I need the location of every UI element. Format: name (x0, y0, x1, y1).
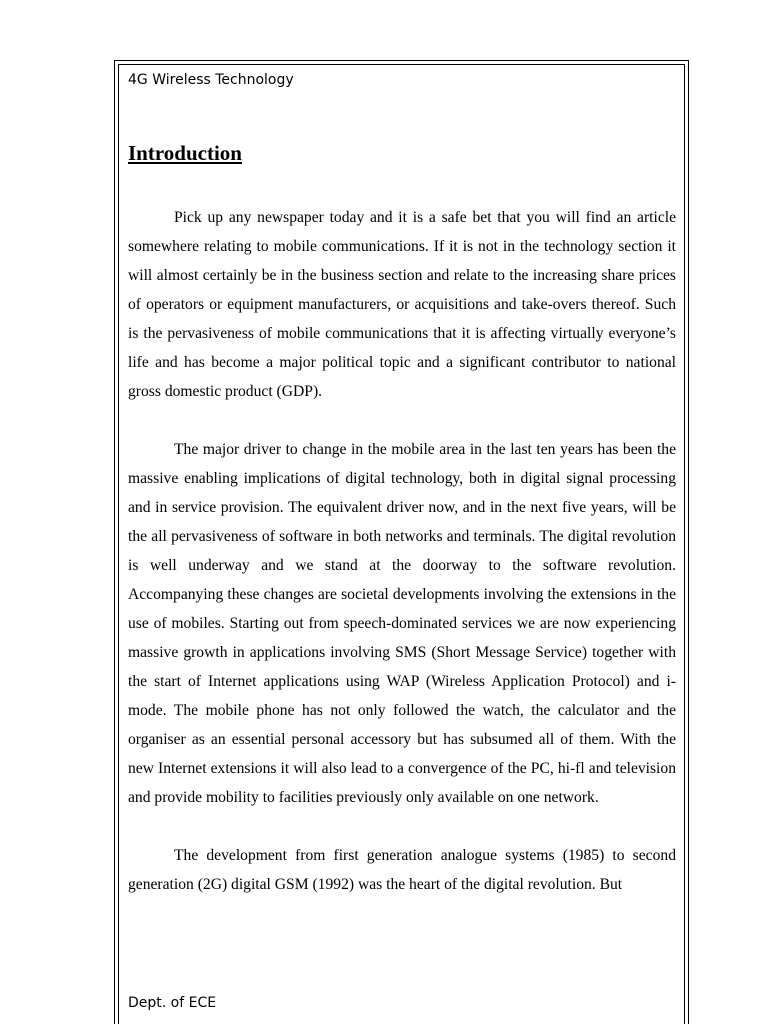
running-footer: Dept. of ECE (128, 995, 217, 1011)
paragraph-2: The major driver to change in the mobile area in the last ten years has been the massive enabling implications of digital technology, both in digital signal processing and in service provision. The equivalent driver now, and in the next five years, will be the all pervasiveness of software in both networks and terminals. The digital revolution is well underway and we stand at the doorway to the software revolution. Accompanying these changes are societal developments involving the extensions in the use of mobiles. Starting out from speech-dominated services we are now experiencing massive growth in applications involving SMS (Short Message Service) together with the start of Internet applications using WAP (Wireless Application Protocol) and i-mode. The mobile phone has not only followed the watch, the calculator and the organiser as an essential personal accessory but has subsumed all of them. With the new Internet extensions it will also lead to a convergence of the PC, hi-fl and television and provide mobility to facilities previously only available on one network. (128, 441, 676, 806)
paragraph-3: The development from first generation analogue systems (1985) to second generation (2G) digital GSM (1992) was the heart of the digital revolution. But (128, 847, 676, 893)
paragraph-1: Pick up any newspaper today and it is a safe bet that you will find an article somewhere relating to mobile communications. If it is not in the technology section it will almost certainly be in the business section and relate to the increasing share prices of operators or equipment manufacturers, or acquisitions and take-overs thereof. Such is the pervasiveness of mobile communications that it is affecting virtually everyone’s life and has become a major political topic and a significant contributor to national gross domestic product (GDP). (128, 209, 676, 400)
running-header: 4G Wireless Technology (128, 72, 294, 88)
body-text (128, 203, 676, 899)
section-heading: Introduction (128, 141, 242, 165)
